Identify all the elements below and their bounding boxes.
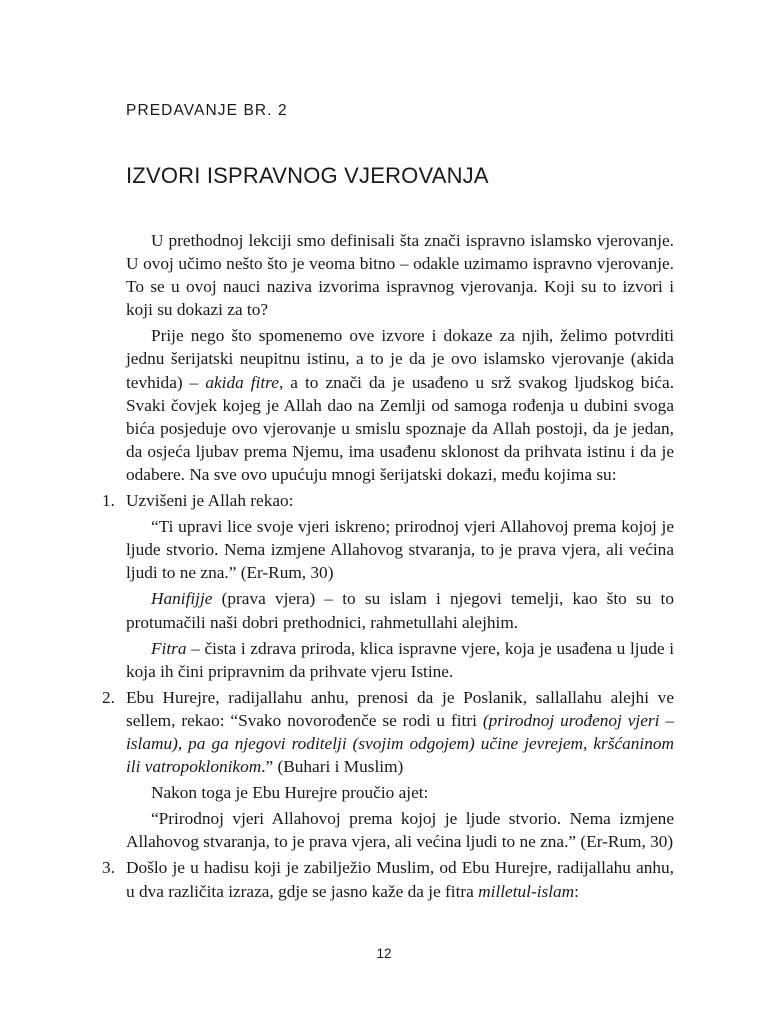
definition-hanifijje (126, 587, 674, 633)
hadith-italic: (prirodnoj urođenoj vjeri – islamu), pa ga njegovi roditelji (svojim odgojem) učine jevrejem, kršćaninom ili vatropoklonikom (126, 710, 674, 777)
definition-fitra (126, 637, 674, 683)
hadith-text-part1: Ebu Hurejre, radijallahu anhu, prenosi da je Poslanik, sallallahu alejhi ve sellem, rekao: “Svako novorođenče se rodi u fitri (126, 687, 674, 730)
paragraph-fitra-part1: Prije nego što spomenemo ove izvore i dokaze za njih, želimo potvrditi jednu šerijatski neupitnu istinu, a to je da je ovo islamsko vjerovanje (akida tevhida) – (126, 326, 674, 392)
chapter-title: IZVORI ISPRAVNOG VJEROVANJA (126, 163, 489, 188)
term-hanifijje: Hanifijje (151, 589, 213, 609)
definition-text: – čista i zdrava priroda, klica ispravne vjere, koja je usađena u ljude i koja ih čini pripravnim da prihvate vjeru Istine. (126, 638, 674, 681)
hadith-text-part2: .” (Buhari i Muslim) (261, 757, 404, 777)
paragraph-fitra-part2: , a to znači da je usađeno u srž svakog ljudskog bića. Svaki čovjek kojeg je Allah dao na Zemlji od samoga rođenja u dubini svoga bića posjeduje ovo vjerovanje u smislu spoznaje da Allah postoji, da je jedan, da osjeća ljubav prema Njemu, ima usađenu sklonost da prihvata istinu i da je odabere. Na sve ovo upućuju mnogi šerijatski dokazi, među kojima su: (126, 372, 675, 484)
list-item-2 (102, 686, 674, 778)
list-number: 2. (102, 687, 115, 707)
definition-text: (prava vjera) – to su islam i njegovi temelji, kao što su to protumačili naši dobri prethodnici, rahmetullahi alejhim. (126, 589, 674, 632)
paragraph-fitra (126, 324, 674, 486)
list-item-3 (102, 856, 674, 902)
lecture-number: PREDAVANJE BR. 2 (126, 102, 288, 119)
term-fitra: Fitra (151, 638, 187, 658)
quote-er-rum-2: “Prirodnoj vjeri Allahovoj prema kojoj je ljude stvorio. Nema izmjene Allahovog stvaranja, to je prava vjera, ali većina ljudi to ne zna.” (Er-Rum, 30) (126, 809, 674, 852)
item3-text-part1: Došlo je u hadisu koji je zabilježio Muslim, od Ebu Hurejre, radijallahu anhu, u dva različita izraza, gdje se jasno kaže da je fitra (126, 858, 674, 901)
list-item-1 (102, 489, 674, 512)
item3-text-part2: : (574, 881, 579, 901)
term-akida-fitre: akida fitre (205, 372, 279, 392)
paragraph-intro: U prethodnoj lekciji smo definisali šta znači ispravno islamsko vjerovanje. U ovoj učimo nešto što je veoma bitno – odakle uzimamo ispravno vjerovanje. To se u ovoj nauci naziva izvorima ispravnog vjerovanja. Koji su to izvori i koji su dokazi za to? (126, 231, 674, 320)
list-number: 1. (102, 491, 115, 511)
term-milletul-islam: milletul-islam (478, 881, 575, 901)
list-item-text (126, 686, 674, 778)
body-text (102, 229, 675, 906)
paragraph-nakon: Nakon toga je Ebu Hurejre proučio ajet: (151, 783, 429, 803)
list-item-text: Uzvišeni je Allah rekao: (126, 491, 294, 511)
page-number: 12 (376, 946, 392, 961)
list-number: 3. (102, 858, 115, 878)
quote-er-rum: “Ti upravi lice svoje vjeri iskreno; prirodnoj vjeri Allahovoj prema kojoj je ljude stvorio. Nema izmjene Allahovog stvaranja, to je prava vjera, ali većina ljudi to ne zna.” (Er-Rum, 30) (126, 517, 674, 583)
list-item-text (126, 856, 674, 902)
